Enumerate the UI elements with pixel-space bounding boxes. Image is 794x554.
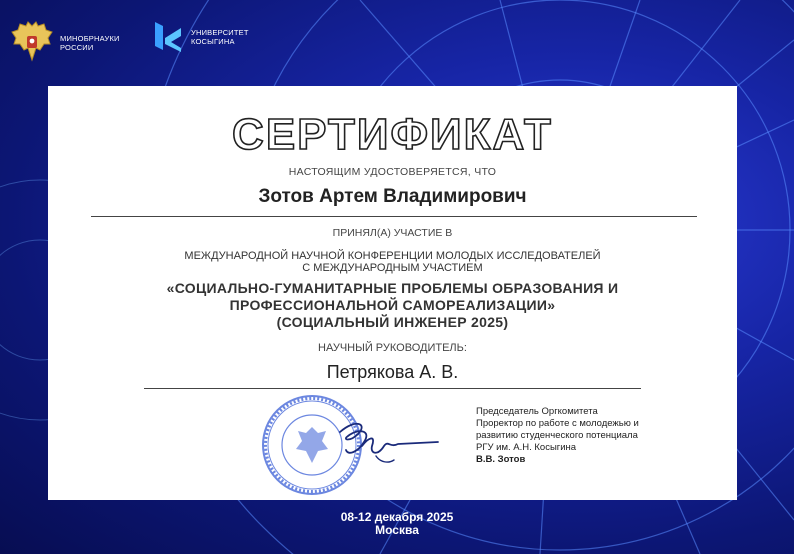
chairman-line1: Председатель Оргкомитета (476, 406, 598, 417)
conference-line1: МЕЖДУНАРОДНОЙ НАУЧНОЙ КОНФЕРЕНЦИИ МОЛОДЫХ ИССЛЕДОВАТЕЛЕЙ (184, 250, 601, 262)
conference-line2: С МЕЖДУНАРОДНЫМ УЧАСТИЕМ (302, 262, 483, 274)
chairman-name: В.В. Зотов (476, 454, 526, 465)
event-city: Москва (375, 523, 419, 537)
university-k-logo-icon (153, 20, 185, 54)
supervisor-label: НАУЧНЫЙ РУКОВОДИТЕЛЬ: (318, 342, 467, 354)
event-date-place (0, 511, 794, 537)
university-logo-line1: УНИВЕРСИТЕТ (191, 28, 249, 37)
handwritten-signature (328, 416, 443, 471)
supervisor-name: Петрякова А. В. (326, 362, 459, 382)
recipient-name: Зотов Артем Владимирович (258, 186, 527, 207)
chairman-line3: развитию студенческого потенциала (476, 430, 638, 441)
university-logo-line2: КОСЫГИНА (191, 37, 235, 46)
name-underline (91, 216, 697, 217)
ministry-logo (10, 20, 120, 66)
topic-line2: ПРОФЕССИОНАЛЬНОЙ САМОРЕАЛИЗАЦИИ» (229, 297, 556, 313)
certify-text: НАСТОЯЩИМ УДОСТОВЕРЯЕТСЯ, ЧТО (288, 166, 497, 178)
double-headed-eagle-icon (10, 20, 54, 66)
certificate-paper (48, 86, 737, 500)
supervisor-underline (144, 388, 641, 389)
chairman-line2: Проректор по работе с молодежью и (476, 418, 639, 429)
chairman-signature-block (476, 406, 726, 466)
event-date: 08-12 декабря 2025 (340, 510, 454, 524)
university-logo (153, 20, 249, 54)
participated-text: ПРИНЯЛ(А) УЧАСТИЕ В (332, 227, 453, 239)
chairman-line4: РГУ им. А.Н. Косыгина (476, 442, 577, 453)
ministry-logo-line2: РОССИИ (60, 43, 94, 52)
topic-line1: «СОЦИАЛЬНО-ГУМАНИТАРНЫЕ ПРОБЛЕМЫ ОБРАЗОВАНИЯ И (166, 280, 619, 296)
certificate-title-text: СЕРТИФИКАТ (232, 110, 553, 159)
ministry-logo-line1: МИНОБРНАУКИ (60, 34, 120, 43)
topic-line3: (СОЦИАЛЬНЫЙ ИНЖЕНЕР 2025) (276, 314, 509, 330)
certificate-title (48, 105, 737, 163)
